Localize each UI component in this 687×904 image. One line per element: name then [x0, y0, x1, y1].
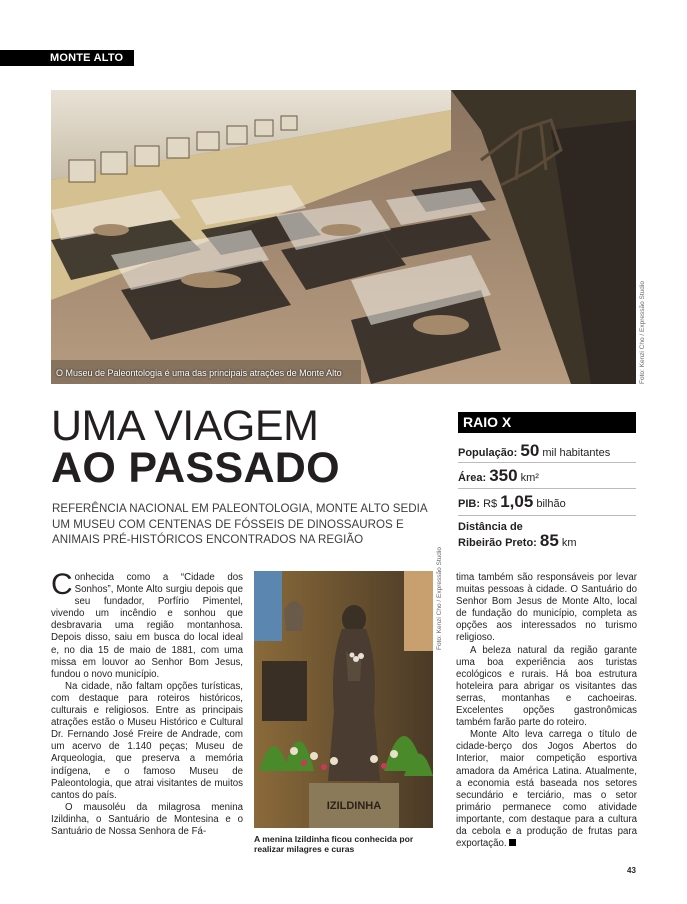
museum-hall-illustration: [51, 90, 636, 384]
paragraph: A beleza natural da região garante uma boa experiência aos turistas ecológicos e rurais. Há boa estrutura hoteleira para abrigar os visitantes das serras, montanhas e cachoeiras. Excelentes opções gastronômicas também farão parte do roteiro.: [456, 644, 637, 729]
hero-photo-credit: Foto: Kenzi Cho / Expressão Studio: [639, 281, 646, 384]
dropcap: C: [51, 568, 73, 601]
article-column-1: [51, 568, 243, 838]
hero-photo: [51, 90, 636, 384]
paragraph: [456, 729, 637, 850]
raio-x-distancia: [458, 521, 636, 550]
populacao-unit: mil habitantes: [542, 447, 611, 459]
raio-x-pib: [458, 492, 636, 512]
raio-x-populacao: [458, 441, 636, 461]
paragraph: Na cidade, não faltam opções turísticas, com destaque para roteiros históricos, culturais e religiosos. Entre as principais atrações estão o Museu Histórico e Cultural Dr. Fernando José Freire de Andrade, com um acervo de 1.140 peças; Museu de Arqueologia, que preserva a memória indígena, e o famoso Museu de Paleontologia, que atrai visitantes de muitos cantos do país.: [51, 680, 243, 801]
headline-line1: UMA VIAGEM: [51, 402, 319, 450]
raio-x-divider: [458, 488, 636, 489]
raio-x-divider: [458, 462, 636, 463]
area-unit: km²: [520, 472, 539, 484]
hero-caption: O Museu de Paleontologia é uma das principais atrações de Monte Alto: [56, 368, 342, 378]
pib-currency: R$: [483, 498, 498, 510]
paragraph: tima também são responsáveis por levar muitas pessoas à cidade. O Santuário do Senhor Bom Jesus de Monte Alto, local de fundação do município, completa as opções aos interessados no turismo religioso.: [456, 572, 637, 644]
pib-label: PIB:: [458, 498, 480, 510]
subtitle: REFERÊNCIA NACIONAL EM PALEONTOLOGIA, MONTE ALTO SEDIA UM MUSEU COM CENTENAS DE FÓSSEIS DE DINOSSAUROS E ANIMAIS PRÉ-HISTÓRICOS ENCONTRADOS NA REGIÃO: [52, 502, 427, 546]
article-column-3: [456, 572, 637, 850]
end-of-article-mark: [509, 839, 516, 846]
paragraph: [51, 568, 243, 681]
statue-inscription: IZILDINHA: [326, 800, 382, 812]
paragraph: O mausoléu da milagrosa menina Izildinha, o Santuário de Montesina e o Santuário de Nossa Senhora de Fá-: [51, 801, 243, 837]
populacao-value: 50: [520, 441, 540, 460]
area-value: 350: [489, 466, 518, 485]
pib-value: 1,05: [500, 492, 534, 511]
izildinha-statue-illustration: [254, 571, 433, 828]
distancia-value: 85: [539, 531, 559, 550]
populacao-label: População:: [458, 447, 518, 459]
section-tag: MONTE ALTO: [0, 50, 134, 66]
distancia-unit: km: [561, 537, 577, 549]
paragraph-text: onhecida como a “Cidade dos Sonhos”, Monte Alto surgiu depois que seu fundador, Porfírio Pimentel, vivendo um incêndio e sonhou que desbravaria uma região montanhosa. Depois disso, saiu em busca do local ideal e, no dia 15 de maio de 1881, com uma missa em louvor ao Senhor Bom Jesus, fundou o novo município.: [51, 572, 243, 680]
pib-unit: bilhão: [536, 498, 566, 510]
izildinha-caption: A menina Izildinha ficou conhecida por realizar milagres e curas: [254, 834, 414, 855]
paragraph-text: Monte Alto leva carrega o título de cidade-berço dos Jogos Abertos do Interior, maior competição esportiva amadora da América Latina. Atualmente, a economia está baseada nos setores secundário e terciário, mas o setor primário permanece como atividade importante, com destaque para a cultura da cebola e a produção de frutas para exportação.: [456, 729, 637, 850]
izildinha-photo: [254, 571, 433, 828]
raio-x-title: RAIO X: [458, 412, 636, 433]
izildinha-photo-credit: Foto: Kenzi Cho / Expressão Studio: [436, 547, 443, 650]
page-number: 43: [627, 866, 636, 875]
distancia-label-1: Distância de: [458, 521, 523, 533]
raio-x-area: [458, 466, 636, 486]
raio-x-divider: [458, 515, 636, 516]
distancia-label-2: Ribeirão Preto:: [458, 537, 537, 549]
headline-line2: AO PASSADO: [51, 444, 340, 492]
area-label: Área:: [458, 472, 487, 484]
